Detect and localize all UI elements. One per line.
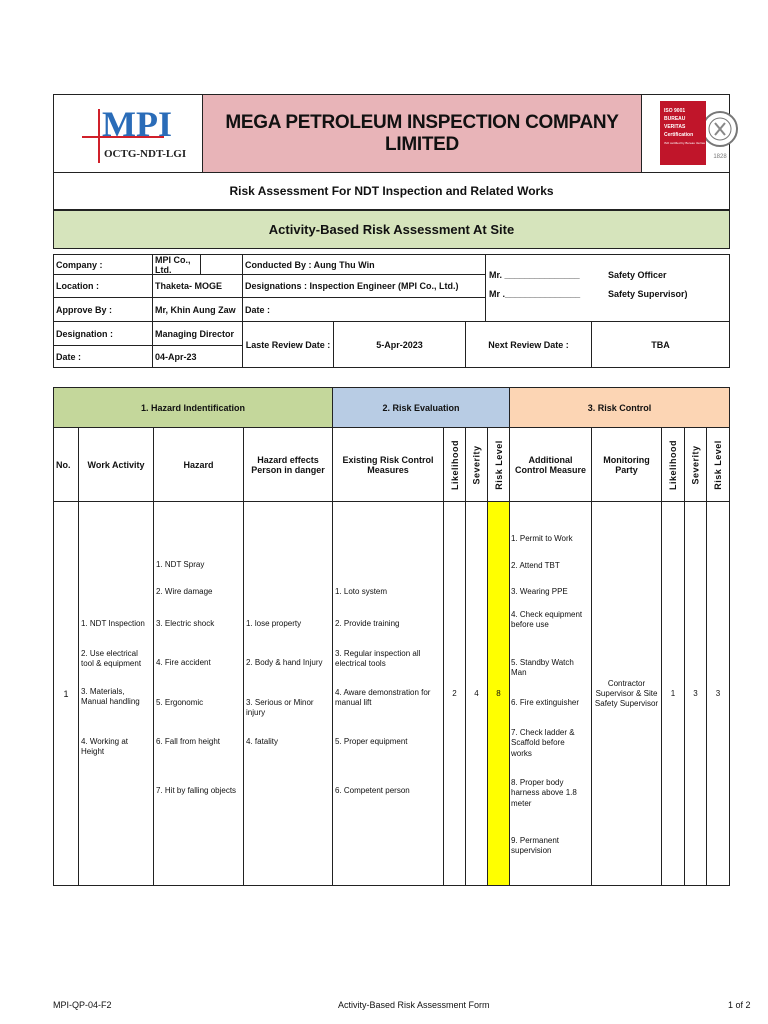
cell-additional-control xyxy=(509,501,592,886)
designations: Designations : Inspection Engineer (MPI Co., Ltd.) xyxy=(242,274,486,298)
activity-item: 4. Working at Height xyxy=(81,737,128,757)
cell-likelihood: 2 xyxy=(443,501,466,886)
existing-item: 5. Proper equipment xyxy=(335,737,408,746)
hazard-item: 4. Fire accident xyxy=(156,658,211,667)
col-hazard-effects: Hazard effects Person in danger xyxy=(243,427,333,502)
additional-item: 2. Attend TBT xyxy=(511,561,560,570)
cell-risk-level: 8 xyxy=(487,501,510,886)
next-review-label: Next Review Date : xyxy=(465,321,592,368)
col-likelihood-2-text: Likelihood xyxy=(668,439,678,490)
group-hazard-identification: 1. Hazard Indentification xyxy=(53,387,333,428)
col-severity-2 xyxy=(684,427,707,502)
cell-likelihood-2: 1 xyxy=(661,501,685,886)
additional-item: 5. Standby Watch Man xyxy=(511,658,574,678)
designation-label: Designation : xyxy=(53,321,153,346)
approve-label: Approve By : xyxy=(53,297,153,322)
date2-label: Date : xyxy=(242,297,486,322)
col-additional-control: Additional Control Measure xyxy=(509,427,592,502)
safety-signoff xyxy=(485,254,730,322)
effect-item: 2. Body & hand Injury xyxy=(246,658,323,667)
cell-severity-2: 3 xyxy=(684,501,707,886)
mpi-logo-icon xyxy=(54,95,202,172)
col-likelihood xyxy=(443,427,466,502)
additional-item: 3. Wearing PPE xyxy=(511,587,568,596)
existing-item: 6. Competent person xyxy=(335,786,410,795)
hazard-item: 6. Fall from height xyxy=(156,737,221,746)
existing-item: 2. Provide training xyxy=(335,619,400,628)
activity-item: 1. NDT Inspection xyxy=(81,619,145,628)
conducted-by: Conducted By : Aung Thu Win xyxy=(242,254,486,275)
cert-line-1: ISO 9001 xyxy=(664,108,686,114)
effect-item: 3. Serious or Minor injury xyxy=(246,698,314,718)
role-safety-officer: Safety Officer xyxy=(608,270,667,280)
col-severity xyxy=(465,427,488,502)
next-review-value: TBA xyxy=(591,321,730,368)
designation-value: Managing Director xyxy=(152,321,243,346)
existing-item: 1. Loto system xyxy=(335,587,388,596)
company-value: MPI Co., Ltd. xyxy=(152,254,201,275)
document-subtitle: Risk Assessment For NDT Inspection and Related Works xyxy=(53,172,730,210)
footer-page-number: 1 of 2 xyxy=(728,1000,751,1010)
activity-item: 3. Materials, Manual handling xyxy=(81,687,140,707)
hazard-item: 1. NDT Spray xyxy=(156,560,205,569)
svg-text:OCTG-NDT-LGI: OCTG-NDT-LGI xyxy=(104,148,187,160)
additional-item: 1. Permit to Work xyxy=(511,534,573,543)
additional-item: 9. Permanent supervision xyxy=(511,836,560,856)
additional-item: 4. Check equipment before use xyxy=(511,610,583,630)
approve-value: Mr, Khin Aung Zaw xyxy=(152,297,243,322)
cert-line-3: Certification xyxy=(664,132,694,138)
company-blank xyxy=(200,254,243,275)
col-existing-measures: Existing Risk Control Measures xyxy=(332,427,444,502)
cert-red-block xyxy=(660,101,706,165)
additional-item: 8. Proper body harness above 1.8 meter xyxy=(511,778,577,808)
cell-monitoring-party: Contractor Supervisor & Site Safety Supervisor xyxy=(591,501,662,886)
svg-text:MPI: MPI xyxy=(102,104,172,144)
last-review-label: Laste Review Date : xyxy=(242,321,334,368)
col-severity-2-text: Severity xyxy=(690,444,701,485)
cell-severity: 4 xyxy=(465,501,488,886)
bureau-veritas-seal-icon xyxy=(706,99,746,169)
mr-line-2: Mr ._______________ xyxy=(489,289,581,299)
cell-hazard-effects xyxy=(243,501,333,886)
existing-item: 4. Aware demonstration for manual lift xyxy=(335,688,431,708)
hazard-item: 3. Electric shock xyxy=(156,619,215,628)
svg-text:1828: 1828 xyxy=(713,154,727,160)
section-title: Activity-Based Risk Assessment At Site xyxy=(53,210,730,249)
role-safety-supervisor: Safety Supervisor) xyxy=(608,289,688,299)
hazard-item: 7. Hit by falling objects xyxy=(156,786,237,795)
col-risk-level xyxy=(487,427,510,502)
col-hazard: Hazard xyxy=(153,427,244,502)
mpi-logo xyxy=(54,95,202,172)
hazard-item: 2. Wire damage xyxy=(156,587,213,596)
mr-line-1: Mr. _______________ xyxy=(489,270,580,280)
last-review-value: 5-Apr-2023 xyxy=(333,321,466,368)
hazard-item: 5. Ergonomic xyxy=(156,698,204,707)
footer-form-title: Activity-Based Risk Assessment Form xyxy=(338,1000,490,1010)
date-value: 04-Apr-23 xyxy=(152,345,243,368)
col-work-activity: Work Activity xyxy=(78,427,154,502)
date-label: Date : xyxy=(53,345,153,368)
col-risk-level-text: Risk Level xyxy=(493,439,504,490)
col-risk-level-2-text: Risk Level xyxy=(713,439,723,490)
cert-fine-print: ISO certified by Bureau Veritas xyxy=(664,141,706,145)
bureau-veritas-certification xyxy=(642,95,729,172)
effect-item: 4. fatality xyxy=(246,737,279,746)
additional-item: 6. Fire extinguisher xyxy=(511,698,580,707)
footer-form-code: MPI-QP-04-F2 xyxy=(53,1000,112,1010)
col-likelihood-text: Likelihood xyxy=(449,439,460,490)
existing-item: 3. Regular inspection all electrical tools xyxy=(335,649,421,669)
col-severity-text: Severity xyxy=(471,444,482,485)
group-risk-control: 3. Risk Control xyxy=(509,387,730,428)
col-no: No. xyxy=(53,427,79,502)
group-risk-evaluation: 2. Risk Evaluation xyxy=(332,387,510,428)
company-title: MEGA PETROLEUM INSPECTION COMPANY LIMITED xyxy=(202,95,642,172)
cert-line-2: BUREAU VERITAS xyxy=(664,116,686,130)
activity-item: 2. Use electrical tool & equipment xyxy=(81,649,142,669)
cell-hazard xyxy=(153,501,244,886)
col-likelihood-2 xyxy=(661,427,685,502)
cell-work-activity xyxy=(78,501,154,886)
document-header xyxy=(53,94,730,173)
cell-existing-measures xyxy=(332,501,444,886)
effect-item: 1. lose property xyxy=(246,619,302,628)
location-label: Location : xyxy=(53,274,153,298)
cell-risk-level-2: 3 xyxy=(706,501,730,886)
row-no: 1 xyxy=(53,501,79,886)
location-value: Thaketa- MOGE xyxy=(152,274,243,298)
col-monitoring-party: Monitoring Party xyxy=(591,427,662,502)
additional-item: 7. Check ladder & Scaffold before works xyxy=(511,728,575,758)
col-risk-level-2 xyxy=(706,427,730,502)
company-label: Company : xyxy=(53,254,153,275)
